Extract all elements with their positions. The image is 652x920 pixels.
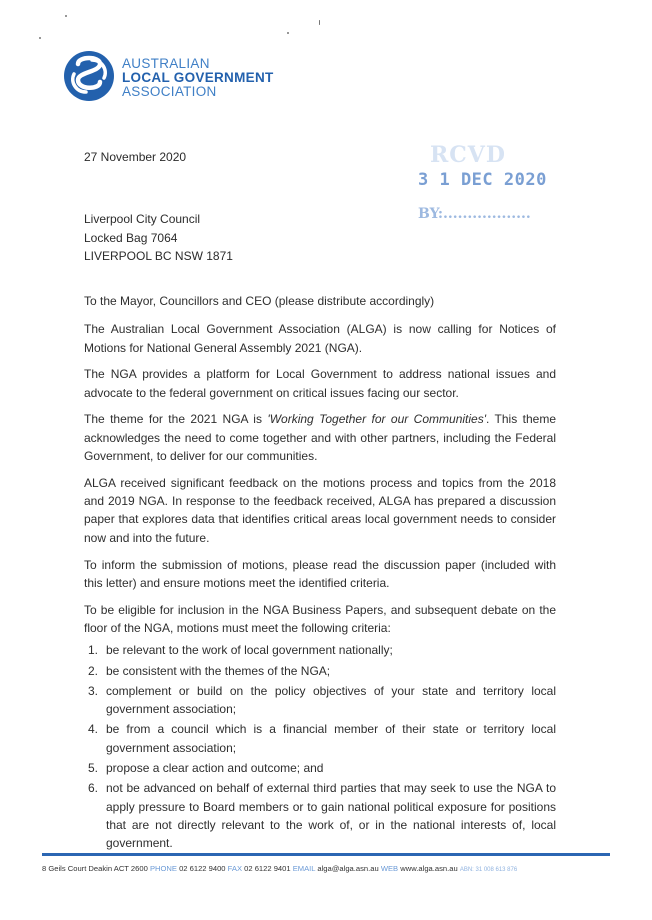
email-address: alga@alga.asn.au <box>317 864 379 873</box>
paragraph-4: ALGA received significant feedback on the motions process and topics from the 2018 and 2019 NGA. In response to the feedback received, ALGA has prepared a discussion paper that explores data that identifies critical areas local government needs to consider now and into the future. <box>84 475 556 545</box>
criteria-text: not be advanced on behalf of external third parties that may seek to use the NGA to apply pressure to Board members or to gain national political exposure for positions that are not directly relevant to the work of, or in the national interests of, local government. <box>106 781 556 851</box>
p3-intro: The theme for the 2021 NGA is <box>84 412 268 427</box>
criteria-item <box>84 662 556 680</box>
criteria-text: be consistent with the themes of the NGA; <box>106 663 331 678</box>
criteria-text: propose a clear action and outcome; and <box>106 761 324 776</box>
letter-body <box>84 292 556 855</box>
address-line: Liverpool City Council <box>84 212 201 226</box>
address-line: Locked Bag 7064 <box>84 230 178 245</box>
address-line: LIVERPOOL BC NSW 1871 <box>84 249 233 263</box>
org-line-1: AUSTRALIAN <box>122 56 210 71</box>
salutation: To the Mayor, Councillors and CEO (please distribute accordingly) <box>84 294 435 308</box>
stamp-word: RCVD <box>430 142 506 168</box>
criteria-number: 6. <box>88 781 99 796</box>
criteria-item <box>84 641 556 659</box>
letter-date: 27 November 2020 <box>84 150 187 164</box>
paragraph-5: To inform the submission of motions, please read the discussion paper (included with this letter) and ensure motions meet the identified criteria. <box>84 557 556 590</box>
recipient-address <box>84 210 233 266</box>
p3-rest: . This theme acknowledges the need to come together and with other partners, including the Federal Government, to deliver for our communities. <box>84 412 556 464</box>
criteria-number: 4. <box>88 722 99 737</box>
scan-speck <box>287 32 289 34</box>
phone-number: 02 6122 9400 <box>179 864 226 873</box>
criteria-item <box>84 682 556 719</box>
criteria-text: complement or build on the policy objectives of your state and territory local government association; <box>106 683 556 717</box>
paragraph-6: To be eligible for inclusion in the NGA Business Papers, and subsequent debate on the floor of the NGA, motions must meet the following criteria: <box>84 602 556 635</box>
abn-number: ABN: 31 008 613 876 <box>459 867 518 873</box>
criteria-item <box>84 759 556 777</box>
scan-speck <box>319 20 320 25</box>
criteria-number: 3. <box>88 683 99 698</box>
criteria-number: 2. <box>88 663 99 678</box>
received-stamp <box>418 140 598 235</box>
nga-theme: 'Working Together for our Communities' <box>267 412 486 427</box>
org-line-2: LOCAL GOVERNMENT <box>122 70 274 85</box>
organisation-name <box>122 57 274 99</box>
criteria-item <box>84 779 556 852</box>
footer-address: 8 Geils Court Deakin ACT 2600 <box>42 864 148 873</box>
email-label: EMAIL <box>292 864 316 873</box>
criteria-text: be relevant to the work of local government nationally; <box>106 643 393 658</box>
fax-label: FAX <box>227 864 243 873</box>
scan-speck <box>65 15 67 17</box>
criteria-item <box>84 720 556 757</box>
paragraph-3 <box>84 410 556 465</box>
fax-number: 02 6122 9401 <box>244 864 291 873</box>
web-label: WEB <box>380 864 399 873</box>
alga-logo-icon <box>62 50 117 102</box>
footer-contact <box>42 864 622 873</box>
paragraph-2: The NGA provides a platform for Local Government to address national issues and advocate to the federal government on critical issues facing our sector. <box>84 367 556 400</box>
paragraph-1: The Australian Local Government Association (ALGA) is now calling for Notices of Motions for National General Assembly 2021 (NGA). <box>84 322 556 355</box>
criteria-number: 1. <box>88 643 99 658</box>
org-line-3: ASSOCIATION <box>122 84 217 99</box>
stamp-by: BY:.................. <box>418 206 531 222</box>
phone-label: PHONE <box>149 864 177 873</box>
footer-rule <box>42 853 610 856</box>
criteria-number: 5. <box>88 761 99 776</box>
scan-speck <box>39 37 41 39</box>
stamp-date: 3 1 DEC 2020 <box>418 170 547 190</box>
web-address: www.alga.asn.au <box>400 864 458 873</box>
criteria-text: be from a council which is a financial member of their state or territory local government association; <box>106 722 556 755</box>
criteria-list <box>84 641 556 852</box>
